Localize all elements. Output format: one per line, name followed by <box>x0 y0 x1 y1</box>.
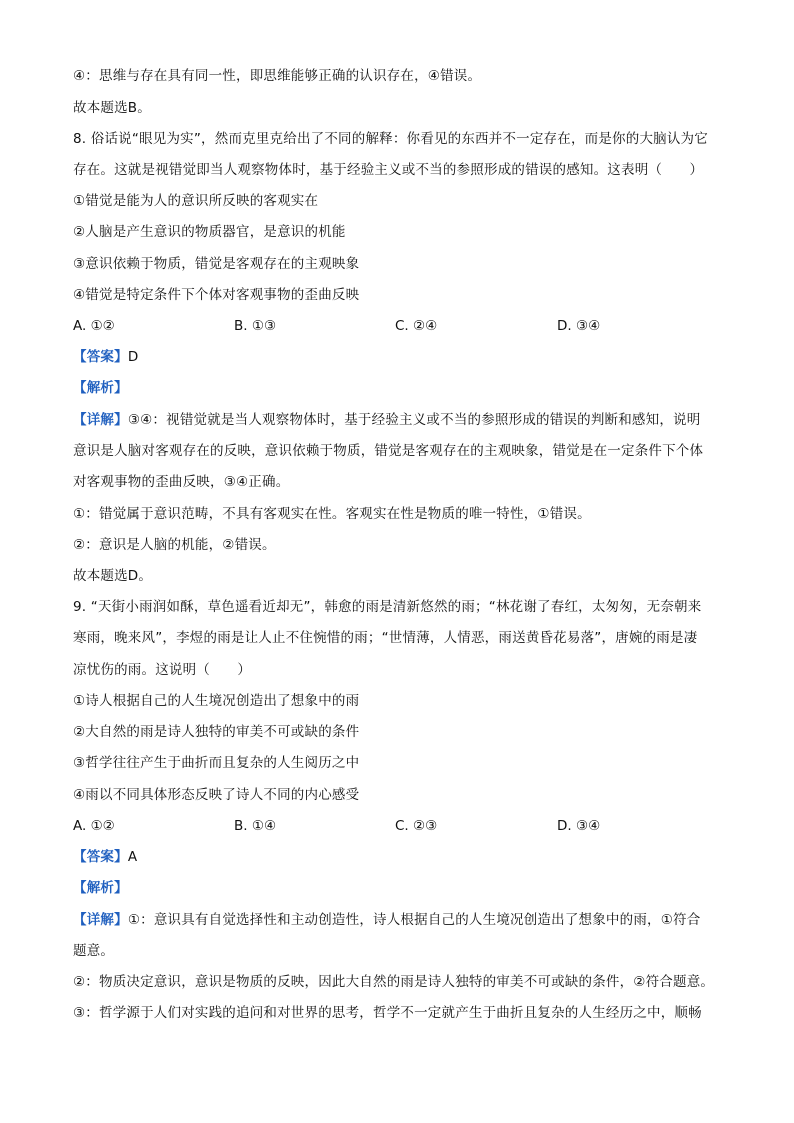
text-line: 意识是人脑对客观存在的反映，意识依赖于物质，错觉是客观存在的主观映象，错觉是在一定条件下个体 <box>73 443 704 459</box>
analysis-tag: 【解析】 <box>73 880 128 896</box>
option-c: C. ②④ <box>395 318 438 334</box>
option-a: A. ①② <box>73 818 115 834</box>
option-a: A. ①② <box>73 318 115 334</box>
analysis-tag: 【解析】 <box>73 380 128 396</box>
answer-line <box>73 847 723 867</box>
detail-tag: 【详解】 <box>73 912 128 928</box>
question-8-statement-2: ②人脑是产生意识的物质器官，是意识的机能 <box>73 224 346 240</box>
question-9-statement-3: ③哲学往往产生于曲折而且复杂的人生阅历之中 <box>73 755 360 771</box>
answer-value: A <box>127 849 138 865</box>
detail-line <box>73 910 723 930</box>
answer-tag: 【答案】 <box>73 849 128 865</box>
question-9-stem: 寒雨，晚来风”，李煜的雨是让人止不住惋惜的雨；“世情薄，人情恶，雨送黄昏花易落”，唐婉的雨是凄 <box>73 630 698 646</box>
question-9-stem: 9. “天街小雨润如酥，草色遥看近却无”，韩愈的雨是清新悠然的雨；“林花谢了春红，太匆匆，无奈朝来 <box>73 599 702 615</box>
detail-text: ①：意识具有自觉选择性和主动创造性，诗人根据自己的人生境况创造出了想象中的雨，①符合 <box>127 912 701 928</box>
text-line: 对客观事物的歪曲反映，③④正确。 <box>73 474 290 490</box>
question-8-statement-3: ③意识依赖于物质，错觉是客观存在的主观映象 <box>73 256 360 272</box>
option-c: C. ②③ <box>395 818 438 834</box>
text-line: 故本题选B。 <box>73 100 151 116</box>
option-d: D. ③④ <box>557 818 601 834</box>
answer-value: D <box>127 349 139 365</box>
question-9-options <box>73 816 723 836</box>
detail-tag: 【详解】 <box>73 412 128 428</box>
question-9-statement-1: ①诗人根据自己的人生境况创造出了想象中的雨 <box>73 693 360 709</box>
text-line: ④：思维与存在具有同一性，即思维能够正确的认识存在，④错误。 <box>73 68 482 84</box>
answer-line <box>73 347 723 367</box>
question-8-options <box>73 316 723 336</box>
option-d: D. ③④ <box>557 318 601 334</box>
question-9-stem: 凉忧伤的雨。这说明（ ） <box>73 662 252 678</box>
question-9-statement-4: ④雨以不同具体形态反映了诗人不同的内心感受 <box>73 787 360 803</box>
question-9-statement-2: ②大自然的雨是诗人独特的审美不可或缺的条件 <box>73 724 360 740</box>
text-line: ③：哲学源于人们对实践的追问和对世界的思考，哲学不一定就产生于曲折且复杂的人生经历之中，顺畅 <box>73 1005 702 1021</box>
answer-tag: 【答案】 <box>73 349 128 365</box>
question-8-stem: 8. 俗话说“眼见为实”，然而克里克给出了不同的解释：你看见的东西并不一定存在，而是你的大脑认为它 <box>73 131 708 147</box>
question-8-statement-4: ④错觉是特定条件下个体对客观事物的歪曲反映 <box>73 287 360 303</box>
text-line: ②：意识是人脑的机能，②错误。 <box>73 537 276 553</box>
text-line: 故本题选D。 <box>73 568 153 584</box>
text-line: ①：错觉属于意识范畴，不具有客观实在性。客观实在性是物质的唯一特性，①错误。 <box>73 506 591 522</box>
option-b: B. ①④ <box>234 818 277 834</box>
detail-text: ③④：视错觉就是当人观察物体时，基于经验主义或不当的参照形成的错误的判断和感知，说明 <box>127 412 701 428</box>
option-b: B. ①③ <box>234 318 277 334</box>
question-8-statement-1: ①错觉是能为人的意识所反映的客观实在 <box>73 193 319 209</box>
question-8-stem: 存在。这就是视错觉即当人观察物体时，基于经验主义或不当的参照形成的错误的感知。这表明（ ） <box>73 162 704 178</box>
text-line: 题意。 <box>73 943 115 959</box>
detail-line <box>73 410 723 430</box>
text-line: ②：物质决定意识，意识是物质的反映，因此大自然的雨是诗人独特的审美不可或缺的条件，②符合题意。 <box>73 974 715 990</box>
